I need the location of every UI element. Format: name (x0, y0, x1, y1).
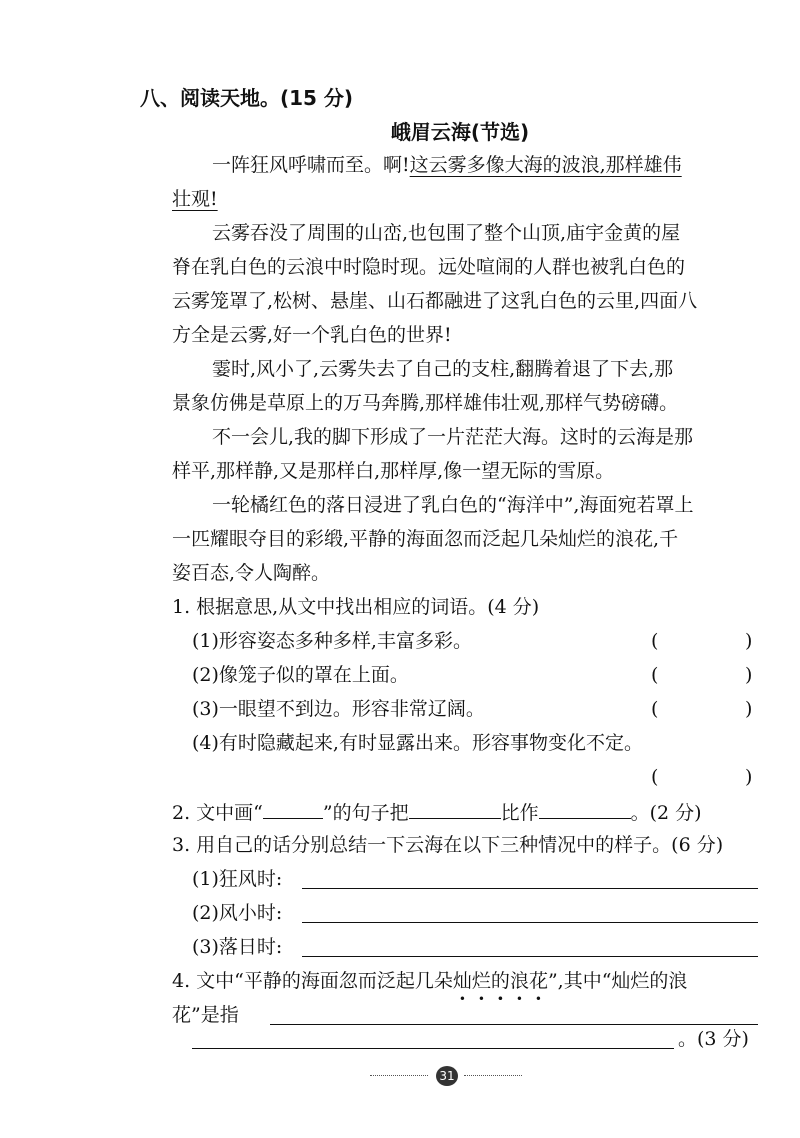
question-2-part-a: 2. 文中画“ (172, 802, 263, 824)
question-2-part-d: 。(2 分) (630, 802, 702, 824)
question-4-part-a: 4. 文中“平静的海面忽而泛起几朵 (172, 970, 453, 992)
section-title: 八、阅读天地。(15 分) (140, 86, 354, 110)
answer-paren-close: ) (745, 766, 753, 788)
paragraph-3-line-1: 霎时,风小了,云雾失去了自己的支柱,翻腾着退了下去,那 (212, 358, 674, 380)
question-3: 3. 用自己的话分别总结一下云海在以下三种情况中的样子。(6 分) (172, 834, 724, 856)
paragraph-1-line-2 (172, 188, 218, 211)
page-number: 31 (436, 1066, 458, 1086)
emphasis-dotted-phrase (453, 970, 548, 992)
emphasis-dotted-char: 的 (490, 970, 510, 992)
emphasis-dotted-text (453, 970, 548, 992)
answer-paren-open: ( (651, 766, 659, 788)
underlined-sentence-end: 壮观! (172, 188, 218, 210)
paragraph-2-line-3: 云雾笼罩了,松树、悬崖、山石都融进了这乳白色的云里,四面八 (172, 290, 698, 312)
answer-line[interactable] (302, 922, 758, 923)
footer-dotted-rule-right (464, 1075, 522, 1076)
article-title: 峨眉云海(节选) (390, 120, 530, 144)
answer-paren-open: ( (651, 630, 659, 652)
question-1-3: (3)一眼望不到边。形容非常辽阔。 (192, 698, 485, 720)
question-4-part-b: ”,其中“灿烂的浪 (547, 970, 688, 992)
paragraph-4-line-2: 样平,那样静,又是那样白,那样厚,像一望无际的雪原。 (172, 460, 615, 482)
paragraph-5-line-3: 姿百态,令人陶醉。 (172, 562, 331, 584)
question-4-points: 。(3 分) (678, 1028, 749, 1050)
emphasis-dotted-char: 烂 (471, 970, 491, 992)
answer-line[interactable] (302, 888, 758, 889)
paragraph-1-text: 一阵狂风呼啸而至。啊! (212, 154, 410, 176)
answer-paren-open: ( (651, 698, 659, 720)
emphasis-dotted-char: 浪 (509, 970, 529, 992)
answer-line[interactable] (270, 1024, 758, 1025)
paragraph-3-line-2: 景象仿佛是草原上的万马奔腾,那样雄伟壮观,那样气势磅礴。 (172, 392, 679, 414)
paragraph-2-line-4: 方全是云雾,好一个乳白色的世界! (172, 324, 452, 346)
paragraph-2-line-2: 脊在乳白色的云浪中时隐时现。远处喧闹的人群也被乳白色的 (172, 256, 686, 278)
question-4-line-2: 花”是指 (172, 1004, 239, 1026)
question-1-4: (4)有时隐藏起来,有时显露出来。形容事物变化不定。 (192, 732, 643, 754)
paragraph-2-line-1: 云雾吞没了周围的山峦,也包围了整个山顶,庙宇金黄的屋 (212, 222, 681, 244)
emphasis-dotted-char: 灿 (452, 970, 472, 992)
answer-blank[interactable] (263, 800, 323, 819)
answer-paren-open: ( (651, 664, 659, 686)
question-2-part-c: 比作 (500, 802, 539, 824)
question-3-2: (2)风小时: (192, 902, 283, 924)
emphasis-dotted-char: 花 (528, 970, 548, 992)
question-2 (172, 800, 702, 825)
question-3-3: (3)落日时: (192, 936, 283, 958)
underlined-sentence: 这云雾多像大海的波浪,那样雄伟 (409, 154, 682, 176)
answer-blank[interactable] (539, 800, 631, 819)
footer-dotted-rule-left (370, 1075, 428, 1076)
question-1-1: (1)形容姿态多种多样,丰富多彩。 (192, 630, 472, 652)
answer-paren-close: ) (745, 630, 753, 652)
answer-paren-close: ) (745, 698, 753, 720)
paragraph-1 (212, 154, 682, 177)
question-2-part-b: ”的句子把 (322, 802, 409, 824)
page-footer (370, 1066, 530, 1086)
paragraph-4-line-1: 不一会儿,我的脚下形成了一片茫茫大海。这时的云海是那 (212, 426, 694, 448)
question-4 (172, 970, 687, 993)
paragraph-5-line-2: 一匹耀眼夺目的彩缎,平静的海面忽而泛起几朵灿烂的浪花,千 (172, 528, 679, 550)
answer-blank[interactable] (409, 800, 501, 819)
question-3-1: (1)狂风时: (192, 868, 283, 890)
answer-line[interactable] (302, 956, 758, 957)
paragraph-5-line-1: 一轮橘红色的落日浸进了乳白色的“海洋中”,海面宛若罩上 (212, 494, 694, 516)
answer-line[interactable] (192, 1048, 674, 1049)
answer-paren-close: ) (745, 664, 753, 686)
question-1-2: (2)像笼子似的罩在上面。 (192, 664, 409, 686)
question-1: 1. 根据意思,从文中找出相应的词语。(4 分) (172, 596, 540, 618)
